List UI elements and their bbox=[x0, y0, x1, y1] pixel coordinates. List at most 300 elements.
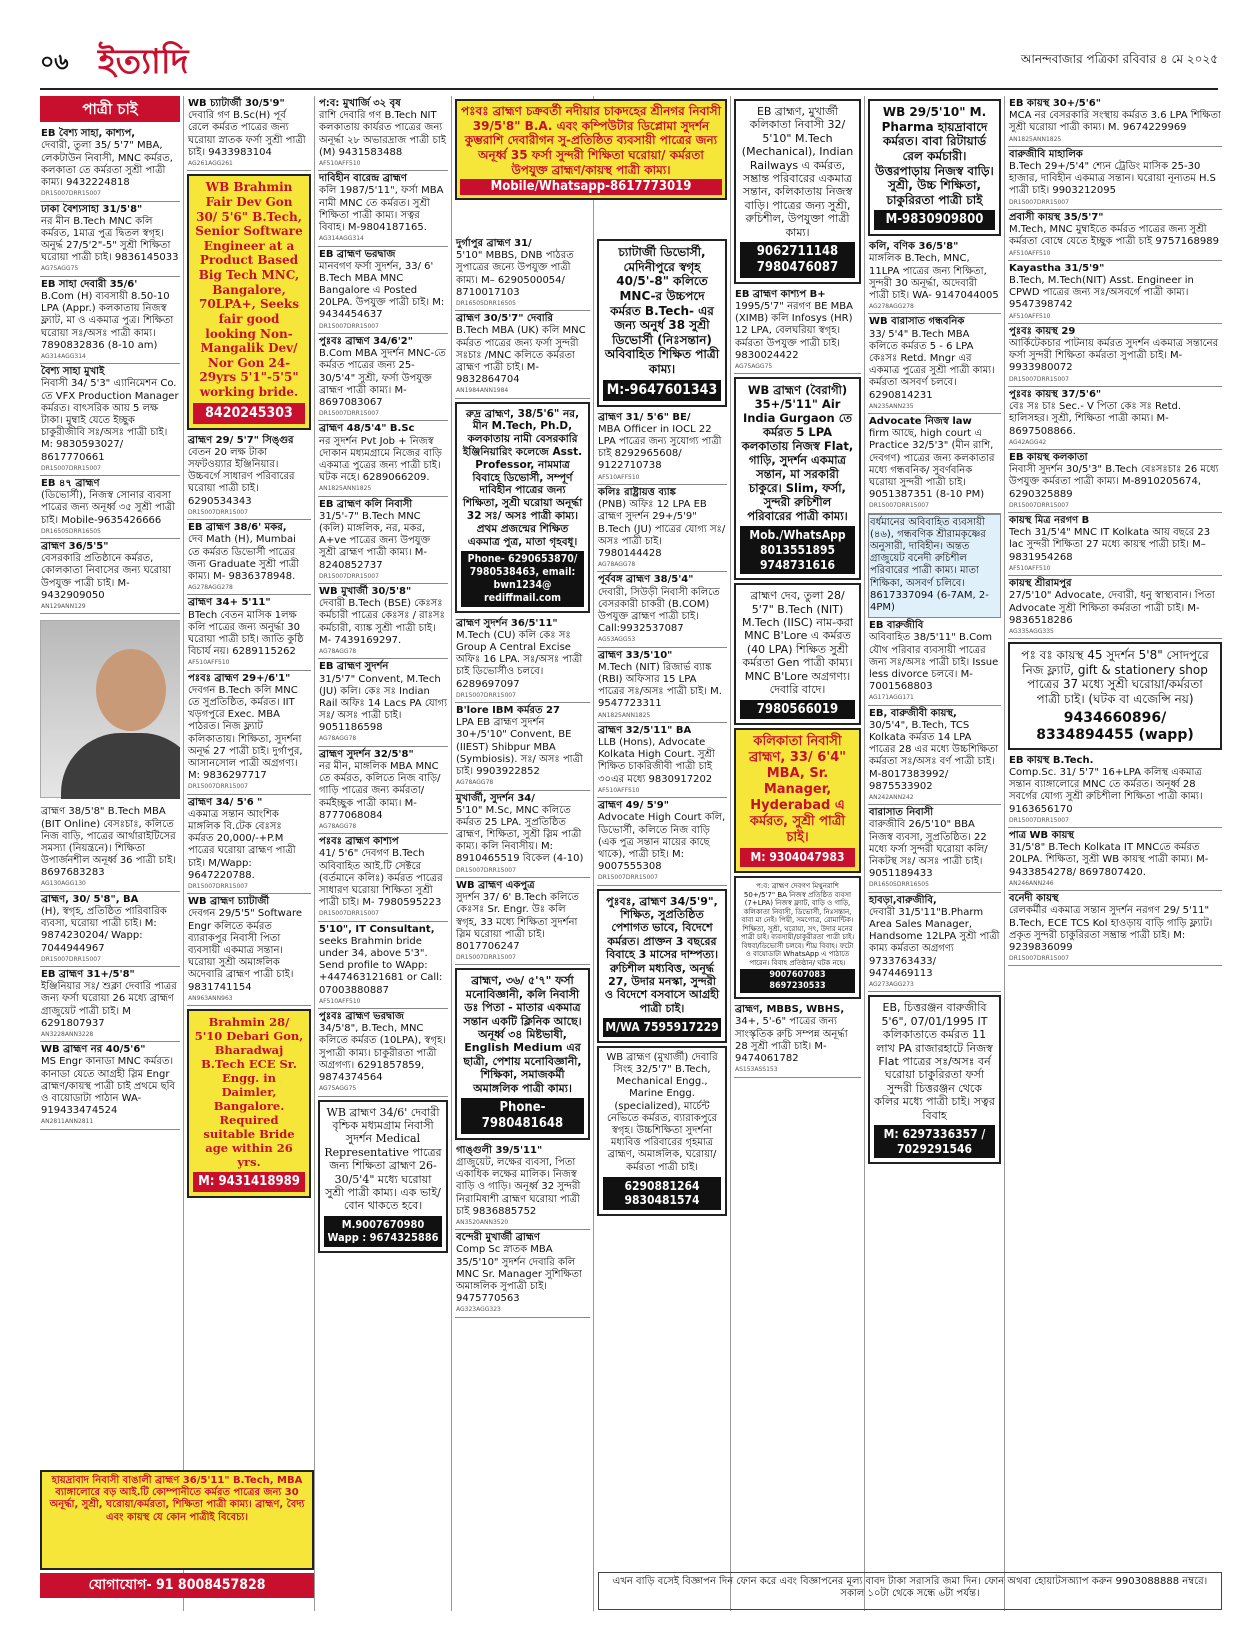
ad-body: নিবাসী 34/ 5'3" এ্যানিমেশন Co. তে VFX Production Manager কর্মরত। বাৎসরিক আয় 5 লক্ষ টাকা। মুম্বাই যেতে ইচ্ছুক চাকুরীজীবি সঃ/অসঃ পাত্রী চাই। M: 9830593027/ 8617770661 bbox=[41, 378, 179, 463]
ad-body: বেঃ সঃ চাঃ Sec.- V পিতা কেঃ সঃ Retd. হালিসহর। সুশ্রী, শিক্ষিতা পাত্রী কাম্য। M- 8697508866. bbox=[1009, 401, 1182, 437]
ad-code: DR15007DRR15007 bbox=[188, 783, 248, 791]
featured-ad bbox=[734, 377, 861, 580]
featured-ad-text: WB Brahmin Fair Dev Gon 30/ 5'6" B.Tech, Senior Software Engineer at a Product Based Big Tech MNC, Bangalore, 70LPA+, Seeks fair good looking Non-Mangalik Dev/ Nor Gon 24-29yrs 5'1"-5'5" working bride. bbox=[195, 180, 303, 399]
ad-title: ব্রাহ্মণ 31/ 5'6" BE/ bbox=[598, 411, 691, 423]
featured-ad bbox=[868, 995, 1001, 1164]
featured-ad-phone: 9007607083 8697230533 bbox=[740, 969, 855, 993]
ad-body: সুদর্শন 37/ 6' B.Tech কলিতে কেঃসঃ Sr. Engr. উঃ কলি স্বগৃহ, 33 মধ্যে শিক্ষিতা সুদর্শনা স্লিম ঘরোয়া পাত্রী চাই। 8017706247 bbox=[456, 892, 579, 952]
ad-body: বারুজীবি 26/5'10" BBA নিজস্ব ব্যবসা, সুপ্রতিষ্ঠিত। 22 মধ্যে ফর্সা সুন্দরী ঘরোয়া কলি/নিকটস্থ সঃ/ অসঃ পাত্রী চাই। 9051189433 bbox=[869, 819, 988, 880]
ad-body: ব্রাহ্মণ 38/5'8" B.Tech MBA (BIT Online) বেসঃচাঃ, কলিতে নিজ বাড়ি, পাত্রের আর্থারাইটিসের সমস্যা (নিয়ন্ত্রনে)। শিক্ষিতা উপার্জনশীল অনূর্ধ্ব 36 পাত্রী চাই। 8697683283 bbox=[41, 806, 176, 879]
ad-title: দুর্গাপুর ব্রাহ্মণ 31/ bbox=[456, 238, 532, 249]
ad-list bbox=[868, 239, 1001, 514]
ad-title: ব্রাহ্মণ 30/5'7" দেবারি bbox=[456, 313, 554, 325]
ad-code: AN246ANN246 bbox=[1009, 879, 1054, 887]
ad-body: একমাত্র সন্তান আংশিক মাঙ্গলিক বি.টেক বেঃসঃ কর্মরত 20,000/-+P.M পাত্রের ঘরোয়া ব্রাহ্মণ পাত্রী চাই। M/Wapp: 9647220788. bbox=[188, 808, 296, 881]
ad-title: EB ব্রাহ্মণ 38/6' মকর, bbox=[188, 522, 287, 534]
ad-title: পুঃবঃ কায়স্থ 37/5'6" bbox=[1009, 388, 1102, 400]
classified-ad bbox=[187, 433, 311, 520]
featured-ad-text: WB ব্রাহ্মণ (বৈরাগী) 35+/5'11" Air India Gurgaon তে কর্মরত 5 LPA কলকাতায় নিজস্ব Flat, গাড়ি, সুদর্শন একমাত্র সন্তান, মা সরকারী চাকুরে। Slim, ফর্সা, সুন্দরী রুচিশীল পরিবারের পাত্রী কাম্য। bbox=[741, 383, 854, 524]
ad-title: পাত্র WB কায়স্থ bbox=[1009, 830, 1075, 842]
ad-title: ব্রাহ্মণ 32/5'11" BA bbox=[598, 724, 692, 736]
featured-ad-phone: M:-9647601343 bbox=[603, 380, 721, 401]
ad-body: নর মীন, মাঙ্গলিক MBA MNC তে কর্মরত, কলিতে নিজ বাড়ি/গাড়ি পাত্রের জন্য কর্মরতা/ কর্মইচ্ছুক পাত্রী কাম্য। M-8777068084 bbox=[319, 760, 441, 821]
ad-code: DR15007DRR15007 bbox=[319, 910, 379, 918]
ad-title: WB বারাসাত গন্ধবনিক bbox=[869, 316, 965, 328]
ad-code: AN1825ANN1825 bbox=[598, 711, 651, 719]
featured-ad bbox=[597, 1046, 727, 1216]
ad-body: 41/ 5'6" দেবগণ B.Tech অবিবাহিত আই.টি সেক্টরে (বর্তমানে কলিঃ) কর্মরত পাত্রের সাধারণ ঘরোয়া শিক্ষিতা সুশ্রী পাত্রী চাই। M- 7980595223 bbox=[319, 848, 443, 909]
ad-title: পঃবঃ ব্রাহ্মণ 29+/6'1" bbox=[188, 672, 291, 684]
ad-title: মুখার্জী, সুদর্শন 34/ bbox=[456, 792, 535, 804]
ad-body: 31/5'7" Convent, M.Tech (JU) কলি। কেঃ সঃ Indian Rail অফিঃ 14 Lacs PA যোগ্য সঃ/ অসঃ পাত্রী চাই। 9051186598 bbox=[319, 673, 448, 734]
ad-code: AN1825ANN1825 bbox=[319, 485, 372, 493]
ad-code: AG78AGG78 bbox=[319, 648, 357, 655]
ad-body: LLB (Hons), Advocate Kolkata High Court. সুশ্রী শিক্ষিত চাকরিজীবী পাত্রী চাই ৩০এর মধ্যে 9830917202 bbox=[598, 737, 715, 785]
ad-body: MBA Officer in IOCL 22 LPA পাত্রের জন্য সুযোগ্য পাত্রী চাই 8292965608/ 9122710738 bbox=[598, 423, 722, 472]
featured-ad-text: রুদ্র ব্রাহ্মণ, 38/5'6" নর, মীন M.Tech, Ph.D, কলকাতায় নামী বেসরকারি ইঞ্জিনিয়ারিং কলেজে Asst. Professor, নামমাত্র বিবাহে ডিভোর্সী, সম্পূর্ণ দাবিহীন পাত্রের জন্য শিক্ষিতা, সুশ্রী ঘরোয়া অনূর্দ্ধা 32 সঃ/ অসঃ পাত্রী কাম্য। প্রথম প্রজন্মের শিক্ষিত একমাত্র পুত্র, মাতা গৃহবধূ। bbox=[462, 407, 583, 548]
classified-ad bbox=[597, 485, 727, 572]
ad-code: AG314AGG314 bbox=[319, 235, 364, 243]
ad-code: AG171AGG171 bbox=[869, 694, 914, 702]
featured-ad bbox=[455, 402, 590, 613]
bottom-banner-contact: যোগাযোগ- 91 8008457828 bbox=[40, 1573, 314, 1598]
ad-body: 34+, 5'-6" পাত্রের জন্য সাংস্কৃতিক রুচি সম্পন্ন অনূর্দ্ধা 28 সুশ্রী পাত্রী চাই। M-9474061782 bbox=[735, 1016, 848, 1064]
ad-code: AF510AFF510 bbox=[188, 659, 230, 667]
column-separator bbox=[314, 96, 315, 1611]
ad-list bbox=[455, 616, 590, 966]
classified-ad bbox=[318, 747, 448, 834]
ad-title: ব্রাহ্মণ 36/5'5" bbox=[41, 541, 109, 553]
ad-list bbox=[187, 96, 311, 171]
ad-code: AG314AGG314 bbox=[41, 352, 86, 360]
featured-ad-text: Brahmin 28/ 5'10 Debari Gon, Bharadwaj B.Tech ECE Sr. Engg. in Daimler, Bangalore. Required suitable Bride age within 26 yrs. bbox=[194, 1015, 304, 1170]
classified-ad bbox=[40, 804, 180, 891]
classified-ad bbox=[318, 659, 448, 746]
ad-title: EB ব্রাহ্মণ ভরদ্বাজ bbox=[319, 248, 396, 260]
ad-body: নর সুদর্শন Pvt Job + নিজস্ব দোকান মধ্যমগ্রামে নিজের বাড়ি একমাত্র পুত্রের জন্য পাত্রী চাই। ঘটক নহে। 6289066209. bbox=[319, 435, 442, 484]
classified-ad bbox=[868, 239, 1001, 314]
classified-ad bbox=[1008, 324, 1222, 387]
tinted-ad bbox=[868, 514, 1001, 619]
ad-title: ব্রাহ্মণ সুদর্শন 32/5'8" bbox=[319, 748, 414, 760]
classified-ad bbox=[318, 334, 448, 421]
classified-ad bbox=[455, 791, 590, 878]
classified-ad bbox=[1008, 261, 1222, 324]
classified-ad bbox=[1008, 891, 1222, 966]
ad-list bbox=[187, 433, 311, 1006]
featured-ad-text: প:ব: ব্রাহ্মণ দেবগণ মিথুনরাশি 50+/5'7" BA নিজস্ব প্রতিষ্ঠিত ব্যবসা (7+LPA) নিজস্ব ফ্ল্যাট, বাড়ি ও গাড়ি, কলিকাতা নিবাসী, ডিভোর্সী, নিঃসন্তান, বাবা মা নেই। পিয়ী, সমগোত্র, রোমান্টিক। শিক্ষিতা, সুশ্রী, ঘরোয়া, সৎ, উদার মনের পাত্রী চাই। ব্যবসায়ী/চাকুরীরতা পাত্রী চাই। বিধবা/ডিভোর্সী চলবে। শীঘ্র বিবাহ। ফটো ও বায়োডাটা WhatsApp এ পাঠাতে পারেন। বিবাহ প্রতিষ্ঠান/ ঘটক নহে। bbox=[740, 882, 855, 967]
classified-ad bbox=[868, 893, 1001, 993]
column-4-body bbox=[455, 236, 590, 1611]
section-title: ইত্যাদি bbox=[98, 42, 189, 82]
ad-body: Advocate High Court কলি, ডিভোর্সী, কলিতে নিজ বাড়ি (এক পুত্র সন্তান মায়ের কাছে থাকে), পাত্রী চাই। M: 9007555308 bbox=[598, 812, 726, 873]
featured-ad-text: WB 29/5'10" M. Pharma হায়দ্রাবাদে কর্মরত। বাবা রিটায়ার্ড রেল কর্মচারী। উত্তরপাড়ায় নিজস্ব বাড়ি। সুশ্রী, উচ্চ শিক্ষিতা, চাকুরিরতা পাত্রী চাই bbox=[875, 105, 994, 207]
classified-ad bbox=[597, 723, 727, 798]
ad-code: AF510AFF510 bbox=[598, 473, 640, 481]
ad-code: DR15007DRR15007 bbox=[319, 410, 379, 418]
ad-title: EB বারুজীবি bbox=[869, 620, 924, 632]
ad-code: AN2811ANN2811 bbox=[41, 1118, 94, 1126]
featured-ad-phone: M/WA 7595917229 bbox=[603, 1018, 721, 1037]
ad-code: AN3228ANN3228 bbox=[41, 1030, 94, 1038]
ad-body: কলি 1987/5'11", ফর্সা MBA নামী MNC তে কর্মরত। সুশ্রী শিক্ষিতা পাত্রী কাম্য। সত্বর বিবাহ। M-9804187165. bbox=[319, 185, 444, 233]
ad-body: মাঙ্গলিক B.Tech, MNC, 11LPA পাত্রের জন্য শিক্ষিতা, সুন্দরী 30 অনূর্দ্ধা, অদেবারী পাত্রী চাই। WA- 9147044005 bbox=[869, 253, 999, 301]
ad-body: গ্রাজুয়েট, লক্ষের ব্যবসা, পিতা একাধিক লক্ষের মালিক। নিজস্ব বাড়ি ও গাড়ি। অনূর্ধ্ব 32 সুন্দরী নিরামিষাশী ব্রাহ্মণ ঘরোয়া পাত্রী চাই 9836885752 bbox=[456, 1156, 581, 1217]
ad-list bbox=[597, 410, 727, 886]
ad-code: AF510AFF510 bbox=[319, 159, 361, 167]
featured-ad-phone: M: 9304047983 bbox=[740, 848, 855, 867]
classified-ad bbox=[40, 126, 180, 201]
ad-title: EB বৈশ্য সাহা, কাশ্যপ, bbox=[41, 128, 136, 140]
featured-ad bbox=[455, 968, 590, 1139]
ad-title: ব্রাহ্মণ 29/ 5'7" সিঙ্গুর bbox=[188, 434, 294, 446]
ad-code: DR15007DRR15007 bbox=[1009, 198, 1069, 206]
ad-title: EB ৪৭ ব্রাহ্মণ bbox=[41, 478, 100, 490]
classified-ad bbox=[318, 834, 448, 921]
ad-title: WB ব্রাহ্মণ চ্যাটার্জী bbox=[188, 896, 270, 908]
ad-title: হাবড়া,বারুজীবি, bbox=[869, 894, 937, 906]
classified-ad bbox=[1008, 147, 1222, 210]
ad-code: AF510AFF510 bbox=[1009, 312, 1051, 320]
classified-ad bbox=[1008, 96, 1222, 147]
column-5 bbox=[597, 236, 727, 1569]
classified-ad bbox=[318, 497, 448, 584]
featured-ad-phone: Mobile/Whatsapp-8617773019 bbox=[460, 179, 722, 195]
classified-ad bbox=[187, 795, 311, 895]
ad-code: AN242ANN242 bbox=[869, 793, 914, 801]
featured-ad-phone: 9062711148 7980476087 bbox=[740, 242, 855, 278]
classified-ad bbox=[455, 236, 590, 311]
ad-code: DR15007DRR15007 bbox=[319, 322, 379, 330]
featured-ad-phone: Phone- 7980481648 bbox=[461, 1098, 584, 1134]
ad-code: DR15007DRR15007 bbox=[1009, 816, 1069, 824]
ad-title: EB ব্রাহ্মণ কলি নিবাসী bbox=[319, 498, 413, 510]
ad-code: AG278AGG278 bbox=[869, 303, 914, 311]
ad-title: কলি, বণিক 36/5'8" bbox=[869, 241, 959, 253]
featured-ad-text: WB ব্রাহ্মণ 34/6' দেবারী বৃশ্চিক মধ্যমগ্রাম নিবাসী সুদর্শন Medical Representative পাত্রের জন্য শিক্ষিতা ব্রাহ্মণ 26-30/5'4" মধ্যে ঘরোয়া সুশ্রী পাত্রী কাম্য। এক ভাই/বোন থাকতে হবে। bbox=[324, 1105, 442, 1213]
ad-body: নর মীন B.Tech MNC কলি কর্মরত, 1মাত্র পুত্র দ্বিতল স্বগৃহ। অনুর্দ্ধ 27/5'2"-5" সুশ্রী শিক্ষিতা ঘরোয়া পাত্রী চাই। 9836145033 bbox=[41, 215, 179, 264]
ad-code: AN1984ANN1984 bbox=[456, 387, 509, 395]
ad-title: EB ব্রাহ্মণ 31+/5'8" bbox=[41, 969, 135, 981]
featured-ad bbox=[187, 174, 311, 429]
ad-list bbox=[734, 287, 861, 374]
featured-ad-phone: Phone- 6290653870/ 7980538463, email: bwn1234@ rediffmail.com bbox=[461, 551, 584, 606]
ad-title: দাবিহীন বারেন্দ্র ব্রাহ্মণ bbox=[319, 173, 407, 185]
profile-photo bbox=[40, 620, 180, 798]
ad-body: ইঞ্জিনিয়ার সঃ/ শুক্লা দেবারি পাত্রর জন্য ফর্সা ঘরোয়া 26 মধ্যে ব্রাহ্মণ গ্রাজুয়েট পাত্রী চাই। M 6291807937 bbox=[41, 981, 177, 1029]
classified-ad bbox=[1008, 513, 1222, 576]
featured-ad-top bbox=[455, 99, 727, 200]
classified-ad bbox=[1008, 576, 1222, 639]
classified-ad bbox=[734, 1002, 861, 1077]
ad-body: দেবারি গণ B.Sc(H) পূর্ব রেলে কর্মরত পাত্রের জন্য ঘরোয়া স্নাতক ফর্সা সুশ্রী পাত্রী চাই। 9433983104 bbox=[188, 110, 306, 158]
ad-body: BTech বেতন মাসিক 1লক্ষ কলি পাত্রের জন্য অনুর্দ্ধা 30 ঘরোয়া পাত্রী চাই। জাতি কুষ্ঠি বিচার্য নয়। 6289115262 bbox=[188, 609, 304, 658]
ad-title: কলিঃ রাষ্ট্রায়ত্ত ব্যাঙ্ক bbox=[598, 486, 676, 498]
ad-code: AF510AFF510 bbox=[1009, 564, 1051, 572]
ad-body: Comp.Sc. 31/ 5'7" 16+LPA কলিস্থ একমাত্র সন্তান ব্যাঙ্গালোরে MNC তে কর্মরত। অনূর্ধ্ব 28 সবর্গের যোগ্য সুশ্রী রুচিশীলা শিক্ষিতা পাত্রী কাম্য। 9163656170 bbox=[1009, 767, 1203, 815]
ad-code: DR15007DRR15007 bbox=[1009, 955, 1069, 963]
ad-body: seeks Brahmin bride under 34, above 5'3". Send profile to WApp: +447463121681 or Call: 07003880887 bbox=[319, 935, 443, 996]
featured-ad bbox=[734, 99, 861, 284]
classified-ad bbox=[734, 287, 861, 374]
classified-ad bbox=[187, 595, 311, 670]
ad-title: EB কায়স্থ 30+/5'6" bbox=[1009, 98, 1101, 109]
ad-title: ঢাকা বৈশ্যসাহা 31/5'8" bbox=[41, 203, 143, 215]
ad-code: AG323AGG323 bbox=[456, 1306, 501, 1314]
ad-code: DR15007DRR15007 bbox=[41, 190, 101, 198]
ad-code: DR15007DRR15007 bbox=[869, 502, 929, 510]
ad-title: বৈশ্য সাহা মুখাই bbox=[41, 366, 105, 378]
classified-ad bbox=[40, 202, 180, 277]
featured-ad-text: WB ব্রাহ্মণ (মুখার্জী) দেবারি সিংহ 32/5'7" B.Tech, Mechanical Engg., Marine Engg. (specialized), মার্চেন্ট নেভিতে কর্মরত, ব্যারাকপুরে স্বগৃহ। উচ্চশিক্ষিতা সুদর্শনা মধ্যবিত্ত পরিবারের গৃহমাত্র ব্রাহ্মণ, অমাঙ্গলিক, ঘরোয়া/ কর্মরতা পাত্রী চাই। bbox=[606, 1051, 718, 1173]
ad-title: ব্রাহ্মণ 49/ 5'9" bbox=[598, 800, 669, 812]
ad-body: B.Tech 29+/5'4" শ্যেন ট্রেডিং মাসিক 25-30 হাজার, দাবিহীন একমাত্র সন্তান। ঘরোয়া নূন্যতম H.S পাত্রী চাই। 9903212095 bbox=[1009, 161, 1216, 197]
ad-body: 5'10" M.Sc, MNC কলিতে কর্মরত 25 LPA. সুপ্রতিষ্ঠিত ব্রাহ্মণ, শিক্ষিতা, সুশ্রী স্লিম পাত্রী কাম্য। কলি নিবাসীয়। M: 8910465519 বিকেল (4-10) bbox=[456, 804, 584, 865]
ad-code: DR16505DRR16505 bbox=[456, 299, 516, 307]
classified-ad bbox=[187, 894, 311, 1006]
featured-ad bbox=[734, 876, 861, 999]
ad-code: AG261AGG261 bbox=[188, 159, 233, 167]
featured-ad-text: ব্রাহ্মণ দেব, তুলা 28/ 5'7" B.Tech (NIT) M.Tech (IISC) নাম-করা MNC B'Lore এ কর্মরত (40 LPA) শিক্ষিত সুশ্রী কর্মরতা Gen পাত্রী কাম্য। MNC B'Lore অগ্রগণ্য। দেবারি বাদে। bbox=[741, 589, 854, 697]
ad-list bbox=[455, 236, 590, 399]
ad-code: AG130AGG130 bbox=[41, 880, 86, 888]
featured-ad-text: পঃ বঃ কায়স্থ 45 সুদর্শন 5'8" সোদপুরে নিজ ফ্ল্যাট, gift & stationery shop পাত্রের 37 মধ্যে সুশ্রী ঘরোয়া/কর্মরতা পাত্রী চাই। (ঘটক বা এজেন্সি নয়) bbox=[1021, 648, 1209, 707]
ad-body: Comp Sc স্নাতক MBA 35/5'10" সুদর্শন দেবারি কলি MNC Sr. Manager সুশিক্ষিতা অমাঙ্গলিক সুপাত্রী চাই। 9475770563 bbox=[456, 1244, 582, 1305]
featured-ad bbox=[734, 583, 861, 725]
ad-code: DR15007DRR15007 bbox=[188, 882, 248, 890]
classified-ad bbox=[187, 520, 311, 595]
classified-ad bbox=[1008, 828, 1222, 891]
ad-body: 27/5'10" Advocate, দেবারী, ধনু স্বাস্থ্যবান। পিতা Advocate সুশ্রী শিক্ষিতা কর্মরতা পাত্রী চাই। M-9836518286 bbox=[1009, 590, 1215, 626]
ad-title: WB চ্যাটার্জী 30/5'9" bbox=[188, 98, 285, 109]
ad-body: 34/5'8", B.Tech, MNC কলিতে কর্মরত (10LPA), স্বগৃহ। সুপাত্রী কাম্য। চাকুরীরতা পাত্রী অগ্রগণ্য। 6291857859, 9874374564 bbox=[319, 1023, 446, 1083]
ad-body: দেবারী, তুলা 35/ 5'7" MBA, লেকটাউন নিবাসী, MNC কর্মরত, কলকাতা তে কর্মরতা সুশ্রী পাত্রী কাম্য। 9432224818 bbox=[41, 140, 173, 189]
ad-body: রেলকর্মীর একমাত্র সন্তান সুদর্শন নরগণ 29/ 5'11" B.Tech, ECE TCS Kol হাওড়ায় বাড়ি গাড়ি ফ্ল্যাট। প্রকৃত সুন্দরী চাকুরিরতা সম্ভ্রান্ত পাত্রী চাই। M: 9239836099 bbox=[1009, 905, 1213, 953]
featured-ad bbox=[734, 728, 861, 873]
ad-code: DR16505DRR16505 bbox=[41, 527, 101, 535]
ad-code: AG335AGG335 bbox=[1009, 627, 1054, 635]
ad-title: ব্রাহ্মণ, MBBS, WBHS, bbox=[735, 1004, 845, 1016]
ad-title: Advocate নিজস্ব law bbox=[869, 416, 972, 428]
column-separator bbox=[593, 96, 594, 1611]
page-number: ০৬ bbox=[40, 50, 69, 75]
ad-title: Kayastha 31/5'9" bbox=[1009, 262, 1105, 274]
ad-body: 31/5'8" B.Tech Kolkata IT MNCতে কর্মরত 20LPA. শিক্ষিতা, সুশ্রী WB কায়স্থ পাত্রী কাম্য। M-9433854278/ 8697807420. bbox=[1009, 842, 1209, 878]
ad-body: দেবগন 29/5'5" Software Engr কলিতে কর্মরত ব্যারাকপুর নিবাসী পিতা ব্যবসায়ী একমাত্র সন্তান। ঘরোয়া সুশ্রী অমাঙ্গলিক অদেবারি ব্রাহ্মণ পাত্রী চাই। 9831741154 bbox=[188, 908, 303, 993]
ad-title: ব্রাহ্মণ সুদর্শন 36/5'11" bbox=[456, 617, 558, 629]
featured-ad-phone: Mob./WhatsApp 8013551895 9748731616 bbox=[740, 526, 855, 574]
ad-body: দেবারী, সিউড়ী নিবাসী কলিতে বেসরকারী চাকরী (B.COM) উপযুক্ত ব্রাহ্মণ পাত্রী চাই। Call:9932537087 bbox=[598, 586, 720, 635]
bottom-banner-ad bbox=[40, 1470, 314, 1610]
ad-code: DR15007DRR15007 bbox=[188, 508, 248, 516]
ad-title: ব্রাহ্মণ, 30/ 5'8", BA bbox=[41, 893, 139, 905]
column-separator bbox=[864, 96, 865, 1611]
tinted-ad-text: বর্ধমানের অবিবাহিত ব্যবসায়ী (৪৬), গন্ধবণিক শ্রীরামকৃষ্ণের অনুসারী, দাবিহীন। অন্তত গ্রাজুয়েট বনেদী রুচিশীল পরিবারের পাত্রী কাম্য। মাতা শিক্ষিকা, অসবর্ণ চলিবে। 8617337094 (6-7AM, 2-4PM) bbox=[870, 516, 989, 614]
classified-ad bbox=[1008, 387, 1222, 450]
column-1 bbox=[40, 96, 180, 1611]
ad-title: EB ব্রাহ্মণ কাশ্যপ B+ bbox=[735, 288, 826, 300]
classified-ad bbox=[187, 96, 311, 171]
ad-code: AG53AGG53 bbox=[598, 636, 636, 644]
classified-ad bbox=[1008, 210, 1222, 261]
column-6 bbox=[734, 96, 861, 1569]
ad-code: DR15007DRR15007 bbox=[456, 866, 516, 874]
classified-ad bbox=[318, 584, 448, 659]
ad-code: DR16505DRR16505 bbox=[869, 881, 929, 889]
classified-ad bbox=[40, 1042, 180, 1129]
ad-code: AG278AGG278 bbox=[188, 584, 233, 592]
ad-title: বারুজীবি মাহালিক bbox=[1009, 148, 1083, 160]
ad-title: কায়স্থ মিত্র নরগণ B bbox=[1009, 515, 1090, 527]
featured-ad-phone: 8420245303 bbox=[193, 403, 305, 424]
ad-title: পুঃবঃ ব্রাহ্মণ ভরদ্বাজ bbox=[319, 1011, 404, 1023]
classified-ad bbox=[318, 247, 448, 334]
featured-ad-text: EB ব্রাহ্মণ, মুখার্জী কলিকাতা নিবাসী 32/ 5'10" M.Tech (Mechanical), Indian Railways এ কর্মরত, সম্ভ্রান্ত পরিবারের একমাত্র সন্তান, কলিকাতায় নিজস্ব বাড়ি। পাত্রের জন্য সুশ্রী, রুচিশীল, উপযুক্তা পাত্রী কাম্য। bbox=[741, 105, 854, 239]
ad-body: অবিবাহিত 38/5'11" B.Com যৌথ পরিবার ব্যবসায়ী পাত্রের জন্য সঃ/অসঃ পাত্রী চাই। Issue less divorce চলবে। M-7001568803 bbox=[869, 632, 999, 693]
ad-code: AG78AGG78 bbox=[456, 779, 494, 787]
classified-ad bbox=[455, 1230, 590, 1317]
ad-body: বেসরকারি প্রতিষ্ঠানে কর্মরত, কোলকাতা নিবাসের জন্য ঘরোয়া উপযুক্ত পাত্রী চাই। M-9432909050 bbox=[41, 553, 171, 601]
ad-list bbox=[868, 618, 1001, 992]
ad-title: B'lore IBM কর্মরত 27 bbox=[456, 705, 560, 717]
classified-ad bbox=[1008, 450, 1222, 513]
ad-body: 33/ 5'4" B.Tech MBA কলিতে কর্মরত 5 - 6 LPA কেঃসঃ Retd. Mngr এর একমাত্র পুত্রের সুশ্রী পাত্রী কাম্য। কর্মরতা অসবর্ণ চলবে। 6290814231 bbox=[869, 328, 995, 401]
ad-code: AG75AGG75 bbox=[41, 265, 79, 273]
ad-code: AG42AGG42 bbox=[1009, 438, 1047, 446]
ad-body: দেবারী 31/5'11"B.Pharm Area Sales Manager, Handsome 12LPA সুশ্রী পাত্রী কাম্য কর্মরতা অগ্রগণ্য 9733763433/ 9474469113 bbox=[869, 906, 1000, 979]
section-banner: পাত্রী চাই bbox=[40, 96, 180, 122]
classified-ad bbox=[40, 476, 180, 539]
ad-title: WB ব্রাহ্মণ একপুত্র bbox=[456, 879, 535, 891]
classified-ad bbox=[597, 648, 727, 723]
column-3 bbox=[318, 96, 448, 1611]
classified-ad bbox=[868, 706, 1001, 806]
ad-title: বারাসাত নিবাসী bbox=[869, 807, 934, 819]
ad-code: AF510AFF510 bbox=[598, 786, 640, 794]
featured-ad-text: EB, চিত্তরঞ্জন বারুজীবি 5'6", 07/01/1995 IT কলিকাতাতে কর্মরত 11 লাখ PA রাজারহাটে নিজস্ব Flat পাত্রের সঃ/অসঃ বর্ন ঘরোয়া চাকুরিরতা ফর্সা সুন্দরী চিত্তরঞ্জন থেকে কলির মধ্যে পাত্রী চাই। সত্বর বিবাহ bbox=[874, 1001, 995, 1122]
ad-code: AF510AFF510 bbox=[319, 997, 361, 1005]
column-7 bbox=[868, 96, 1001, 1611]
ad-body: B.Tech MBA (UK) কলি MNC কর্মরত পাত্রের জন্য ফর্সা সুন্দরী সঃচাঃ /MNC কলিতে কর্মরতা ব্রাহ্মণ পাত্রী চাই। M- 9832864704 bbox=[456, 325, 586, 386]
ad-code: DR15007DRR15007 bbox=[41, 955, 101, 963]
ad-title: WB ব্রাহ্মণ নর 40/5'6" bbox=[41, 1044, 146, 1056]
ad-title: EB কায়স্থ কলকাতা bbox=[1009, 452, 1088, 463]
ad-code: AN129ANN129 bbox=[41, 603, 86, 611]
ad-code: AG78AGG78 bbox=[598, 561, 636, 569]
ad-title: EB সাহা দেবারী 35/6' bbox=[41, 278, 138, 290]
ad-list bbox=[734, 1002, 861, 1077]
ad-title: বন্দেরী মুখার্জী ব্রাহ্মণ bbox=[456, 1232, 540, 1244]
classified-ad bbox=[318, 96, 448, 171]
featured-ad-phone: M: 6297336357 / 7029291546 bbox=[874, 1125, 995, 1158]
ad-title: ব্রাহ্মণ 33/5'10" bbox=[598, 649, 673, 661]
ad-list bbox=[40, 126, 180, 1129]
column-separator bbox=[183, 96, 184, 1611]
classified-ad bbox=[318, 421, 448, 496]
ad-title: প:ব: মুখার্জি ৩২ বৃষ bbox=[319, 98, 401, 109]
ad-body: 1995/5'7" নরগণ BE MBA (XIMB) কলি Infosys (HR) 12 LPA, বেলঘরিয়া স্বগৃহ। কর্মরতা উপযুক্ত পাত্রী চাই। 9830024422 bbox=[735, 300, 854, 361]
classified-ad bbox=[597, 410, 727, 485]
ad-code: DR15007DRR15007 bbox=[598, 874, 658, 882]
ad-title: EB ব্রাহ্মণ সুদর্শন bbox=[319, 661, 389, 673]
ad-title: EB, বারুজীবী কায়স্থ, bbox=[869, 707, 957, 719]
ad-body: B.Com (H) ব্যবসায়ী 8.50-10 LPA (Appr.) কলকাতায় নিজস্ব ফ্ল্যাট, মা ও একমাত্র পুত্র। শিক্ষিতা ঘরোয়া সঃ/অসঃ পাত্রী কাম্য। 7890832836 (8-10 am) bbox=[41, 290, 174, 351]
ad-list bbox=[1008, 96, 1222, 639]
ad-title: ব্রাহ্মণ 34/ 5'6 " bbox=[188, 796, 263, 808]
ad-body: (PNB) অফিঃ 12 LPA EB ব্রাহ্মণ সুদর্শন 29+/5'9" B.Tech (JU) পাত্রের যোগ্য সঃ/অসঃ পাত্রী চাই। 7980144428 bbox=[598, 499, 726, 559]
classified-ad bbox=[868, 314, 1001, 414]
featured-ad-text: পুঃবঃ, ব্রাহ্মণ 34/5'9", শিক্ষিত, সুপ্রতিষ্ঠিত পেশাগত ভাবে, বিদেশে কর্মরত। প্রাক্তন 3 বছরের বিবাহে 3 মাসের দাম্পত্য। রুচিশীল মধ্যবিত্ত, অনূর্দ্ধ 27, উদার মনস্কা, সুন্দরী ও বিদেশে বসবাসে আগ্রহী পাত্রী চাই। bbox=[604, 894, 720, 1015]
ad-title: WB মুখার্জী 30/5'8" bbox=[319, 586, 412, 598]
classified-ad bbox=[455, 1143, 590, 1230]
ad-code: AN3520ANN3520 bbox=[456, 1218, 509, 1226]
featured-ad bbox=[1008, 642, 1222, 750]
ad-code: AG78AGG78 bbox=[319, 822, 357, 830]
ad-body: M.Tech (CU) কলি কেঃ সঃ Group A Central Excise অফিঃ 16 LPA. সঃ/অসঃ পাত্রী চাই ডিভোর্সীও চলবে। 6289697097 bbox=[456, 629, 583, 690]
featured-ad-phone: 7980566019 bbox=[740, 700, 855, 720]
ad-body: MCA নর বেসরকারি সংস্থায় কর্মরত 3.6 LPA শিক্ষিতা সুশ্রী ঘরোয়া পাত্রী কাম্য। M. 9674229969 bbox=[1009, 110, 1221, 134]
ad-body: রাশি দেবারি গণ B.Tech NIT কলকাতায় কার্যরত পাত্রের জন্য অনূর্দ্ধা ২৮ অভারদ্রাজ পাত্রী চাই (M) 9431583488 bbox=[319, 110, 446, 158]
ad-title: ব্রাহ্মণ 48/5'4" B.Sc bbox=[319, 423, 415, 435]
ad-code: DR15007DRR15007 bbox=[456, 691, 516, 699]
classified-ad bbox=[868, 618, 1001, 705]
featured-ad bbox=[868, 99, 1001, 236]
ad-body: LPA EB ব্রাহ্মণ সুদর্শন 30+/5'10" Convent, BE (IIEST) Shibpur MBA (Symbiosis). সঃ/ অসঃ পাত্রী চাই। 9903922852 bbox=[456, 717, 583, 778]
ad-code: DR15007DRR15007 bbox=[1009, 501, 1069, 509]
classified-ad bbox=[868, 414, 1001, 514]
column-separator bbox=[1004, 96, 1005, 1611]
ad-code: DR15007DRR15007 bbox=[41, 464, 101, 472]
ad-title: গাঙ্গুলী 39/5'11" bbox=[456, 1144, 543, 1156]
ad-body: M.Tech (NIT) রিজার্ভ ব্যাঙ্ক (RBI) অফিসার 15 LPA পাত্রের সঃ/অসঃ পাত্রী চাই। M. 9547723311 bbox=[598, 661, 722, 710]
featured-ad-phone: M: 9431418989 bbox=[193, 1172, 305, 1192]
ad-code: DR15007DRR15007 bbox=[1009, 375, 1069, 383]
ad-body: বেতন 20 লক্ষ টাকা সফটওয়্যার ইঞ্জিনিয়ার। উচ্চবর্গে সাধারণ পরিবারের ঘরোয়া পাত্রী চাই। 6290534343 bbox=[188, 446, 295, 507]
bottom-banner-text: হায়দ্রাবাদ নিবাসী বাঙালী ব্রাহ্মণ 36/5'11" B.Tech, MBA ব্যাঙ্গালোরে বড় আই.টি কোম্পানীতে কর্মরত পাত্রের জন্য 30 অনূর্দ্ধা, সুশ্রী, ঘরোয়া/কর্মরতা, শিক্ষিতা পাত্রী কাম্য। ব্রাহ্মণ, বৈদ্য এবং কায়স্থ যে কোন পাত্রীই বিবেচ্য। bbox=[40, 1470, 314, 1570]
page-header bbox=[40, 42, 1218, 90]
featured-ad-text: পঃবঃ ব্রাহ্মণ চক্রবর্তী নদীয়ার চাকদহের শ্রীনগর নিবাসী 39/5'8" B.A. এবং কম্পিউটার ডিপ্লোমা সুদর্শন কুম্ভরাশি দেবারীগন সু-প্রতিষ্ঠিত ব্যবসায়ী পাত্রের জন্য অনূর্ধ্ব 35 ফর্সা সুন্দরী শিক্ষিতা ঘরোয়া/ কর্মরতা উপযুক্ত ব্রাহ্মণ/কায়স্থ পাত্রী কাম্য। bbox=[461, 104, 721, 177]
classified-ad bbox=[597, 572, 727, 647]
ad-list bbox=[318, 96, 448, 1097]
featured-ad bbox=[187, 1009, 311, 1198]
ad-body: 31/5'-7" B.Tech MNC (কলি) মাঙ্গলিক, নর, মকর, A+ve পাত্রের জন্য উপযুক্ত সুশ্রী ব্রাহ্মণ পাত্রী কাম্য। M-8240852737 bbox=[319, 510, 431, 571]
classified-ad bbox=[187, 671, 311, 795]
ad-body: 5'10" MBBS, DNB পাঠরত সুপাত্রের জন্যে উপযুক্ত পাত্রী কাম্য। M– 6290500054/ 8710017103 bbox=[456, 250, 574, 298]
featured-ad bbox=[318, 1100, 448, 1253]
ad-body: মানবগণ ফর্সা সুদর্শন, 33/ 6' B.Tech MBA MNC Bangalore এ Posted 20LPA. উপযুক্ত পাত্রী চাই। M: 9434454637 bbox=[319, 260, 445, 321]
featured-ad-phone: 9434660896/ 8334894455 (wapp) bbox=[1036, 709, 1194, 743]
ad-title: ব্রাহ্মণ 34+ 5'11" bbox=[188, 597, 271, 609]
column-2 bbox=[187, 96, 311, 1611]
ad-title: প্রবাসী কায়স্থ 35/5'7" bbox=[1009, 211, 1104, 223]
ad-body: 30/5'4", B.Tech, TCS Kolkata কর্মরত 14 LPA পাত্রের 28 এর মধ্যে উচ্চশিক্ষিতা কর্মরতা সঃ/অসঃ বর্ণ পাত্রী চাই। M-8017383992/ 9875533902 bbox=[869, 719, 999, 792]
ad-title: কায়স্থ শ্রীরামপুর bbox=[1009, 578, 1072, 590]
classified-ad bbox=[40, 967, 180, 1042]
ad-list bbox=[1008, 753, 1222, 967]
ad-body: MS Engr কানাডা MNC কর্মরত। কানাডা যেতে আগ্রহী স্লিম Engr ব্রাহ্মণ/কায়স্থ পাত্রী চাই প্রথমে ছবি ও বায়োডাটা পাঠান WA-919433474524 bbox=[41, 1056, 176, 1117]
featured-ad-text: কলিকাতা নিবাসী ব্রাহ্মণ, 33/ 6'4" MBA, Sr. Manager, Hyderabad এ কর্মরত, সুশ্রী পাত্রী চাই। bbox=[748, 734, 847, 845]
classified-ad bbox=[868, 805, 1001, 892]
ad-title: পঃবঃ ব্রাহ্মণ কাশ্যপ bbox=[319, 836, 399, 848]
column-separator bbox=[730, 96, 731, 1611]
featured-ad-phone: M.9007670980 Wapp : 9674325886 bbox=[324, 1216, 442, 1247]
classified-ad bbox=[40, 277, 180, 364]
ad-code: AS153ASS153 bbox=[735, 1066, 778, 1074]
classified-ad bbox=[318, 1009, 448, 1096]
ad-body: (ডিভোর্সী), নিজস্ব সোনার ব্যবসা পাত্রের জন্য অনূর্ধ্ব ৩৫ সুশ্রী পাত্রী চাই। Mobile-9635426666 bbox=[41, 490, 175, 526]
ad-body: Tech 31/5'4" MNC IT Kolkata আয় বছরে 23 lac সুন্দরী শিক্ষিতা 27 মধ্যে কায়স্থ পাত্রী চাই। M–9831954268 bbox=[1009, 527, 1211, 563]
ad-title: পূর্ববঙ্গ ব্রাহ্মণ 38/5'4" bbox=[598, 574, 694, 586]
